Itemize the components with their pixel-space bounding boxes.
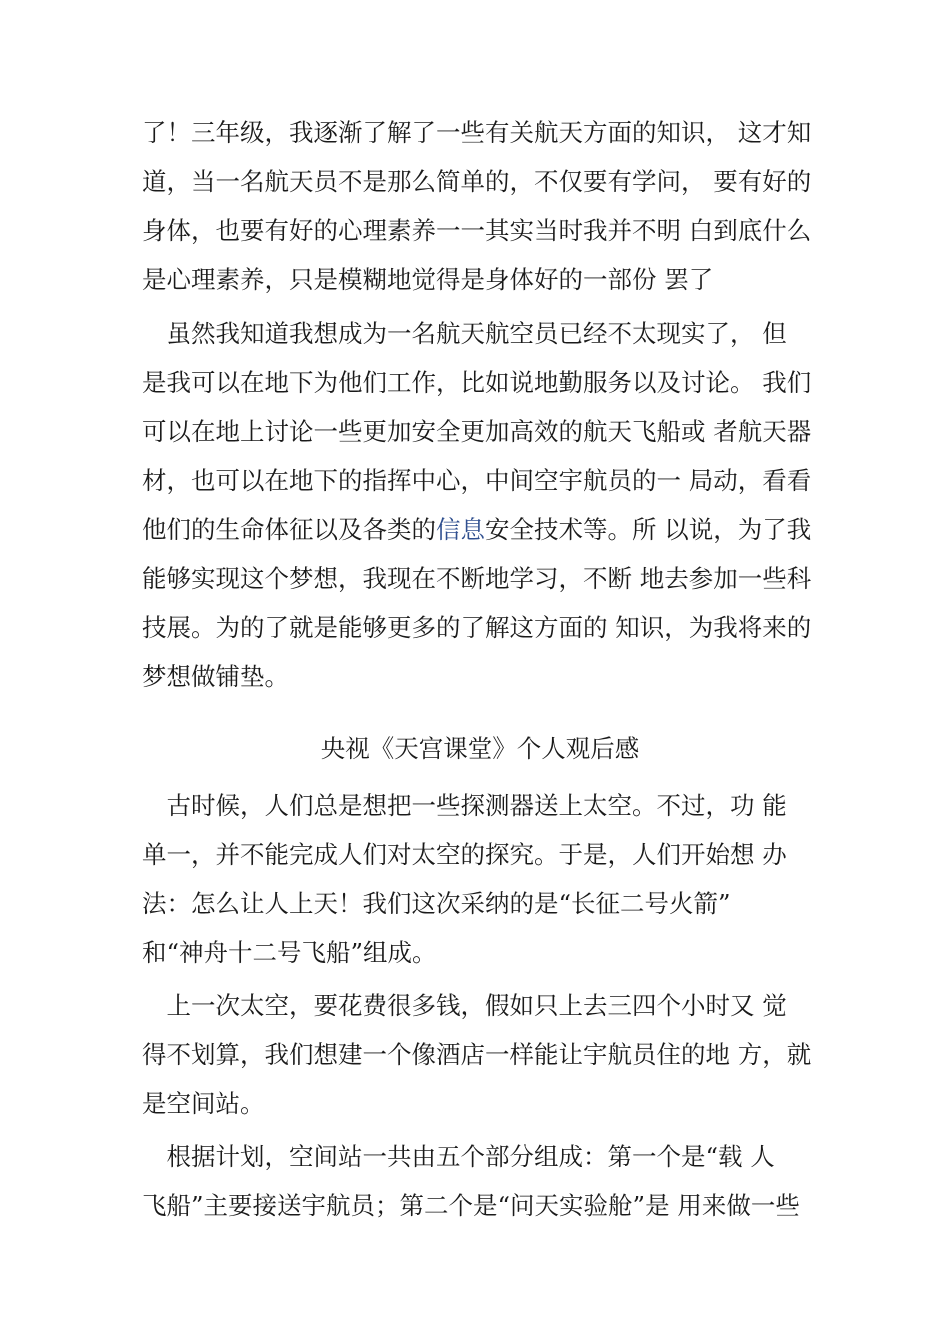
text-line: 得不划算，我们想建一个像酒店一样能让宇航员住的地 方，就 xyxy=(142,1040,812,1069)
text-line: 是心理素养，只是模糊地觉得是身体好的一部份 罢了 xyxy=(142,265,714,294)
text-line: 了！三年级，我逐渐了解了一些有关航天方面的知识， 这才知 xyxy=(142,118,812,147)
info-link[interactable]: 信息 xyxy=(436,515,485,544)
text-line: 单一，并不能完成人们对太空的探究。于是，人们开始想 办 xyxy=(142,840,787,869)
text-line: 根据计划，空间站一共由五个部分组成：第一个是“载 人 xyxy=(142,1142,775,1171)
text-line: 和“神舟十二号飞船”组成。 xyxy=(142,938,437,967)
text-line: 梦想做铺垫。 xyxy=(142,662,289,691)
text-line: 是我可以在地下为他们工作，比如说地勤服务以及讨论。 我们 xyxy=(142,368,812,397)
text-line: 虽然我知道我想成为一名航天航空员已经不太现实了， 但 xyxy=(142,319,787,348)
text-line: 飞船”主要接送宇航员；第二个是“问天实验舱”是 用来做一些 xyxy=(142,1191,800,1220)
text-line: 是空间站。 xyxy=(142,1089,265,1118)
text-line: 身体，也要有好的心理素养一一其实当时我并不明 白到底什么 xyxy=(142,216,812,245)
text-line: 古时候，人们总是想把一些探测器送上太空。不过，功 能 xyxy=(142,791,787,820)
text-line: 能够实现这个梦想，我现在不断地学习，不断 地去参加一些科 xyxy=(142,564,812,593)
text-line: 技展。为的了就是能够更多的了解这方面的 知识，为我将来的 xyxy=(142,613,812,642)
text-line: 可以在地上讨论一些更加安全更加高效的航天飞船或 者航天器 xyxy=(142,417,812,446)
text-line: 道，当一名航天员不是那么简单的，不仅要有学问， 要有好的 xyxy=(142,167,812,196)
text-line xyxy=(142,514,818,546)
text-segment: 安全技术等。所 以说，为了我 xyxy=(485,515,812,544)
text-line: 材，也可以在地下的指挥中心，中间空宇航员的一 局动，看看 xyxy=(142,466,812,495)
section-title: 央视《天宫课堂》个人观后感 xyxy=(320,734,640,763)
text-line: 上一次太空，要花费很多钱，假如只上去三四个小时又 觉 xyxy=(142,991,787,1020)
text-segment: 他们的生命体征以及各类的 xyxy=(142,515,436,544)
text-line: 法：怎么让人上天！我们这次采纳的是“长征二号火箭” xyxy=(142,889,731,918)
